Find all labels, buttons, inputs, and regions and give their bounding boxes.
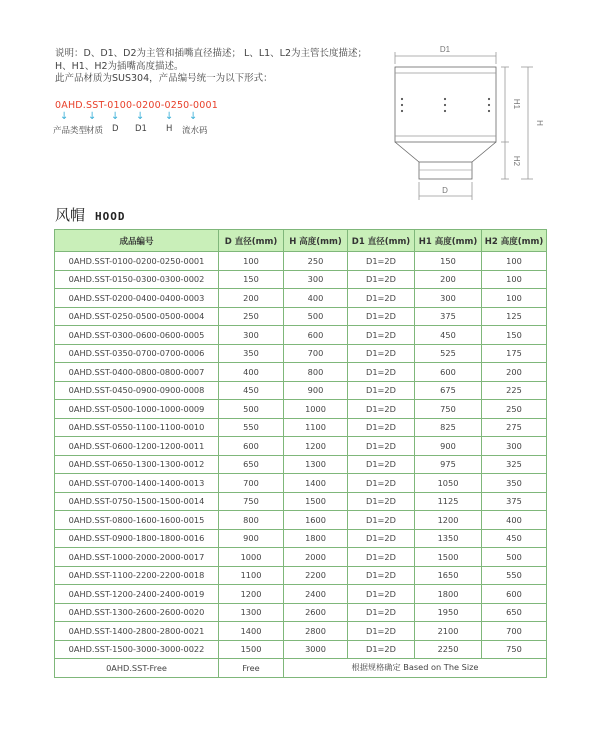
code-example: 0AHD.SST-0100-0200-0250-0001	[55, 100, 219, 111]
table-cell: 1200	[219, 585, 284, 604]
section-title-en: HOOD	[95, 210, 126, 223]
table-cell: 0AHD.SST-0550-1100-1100-0010	[55, 418, 219, 437]
table-cell: 500	[284, 307, 348, 326]
table-cell: 0AHD.SST-0500-1000-1000-0009	[55, 400, 219, 419]
table-cell: D1=2D	[348, 270, 415, 289]
table-cell: D1=2D	[348, 418, 415, 437]
table-cell: 1500	[415, 548, 482, 567]
table-cell: 325	[482, 455, 547, 474]
table-cell: 100	[482, 252, 547, 271]
table-row	[55, 400, 547, 419]
segment-label: 材质	[86, 126, 104, 136]
table-row	[55, 603, 547, 622]
table-cell: 0AHD.SST-0250-0500-0500-0004	[55, 307, 219, 326]
table-cell: 450	[482, 529, 547, 548]
table-cell: D1=2D	[348, 511, 415, 530]
segment-label: D	[112, 124, 119, 134]
table-cell: 0AHD.SST-0750-1500-1500-0014	[55, 492, 219, 511]
table-cell: 1100	[284, 418, 348, 437]
table-cell-note: 根据规格确定 Based on The Size	[284, 659, 547, 678]
table-row	[55, 270, 547, 289]
diagram-label-h: H	[535, 120, 544, 126]
table-cell: 200	[219, 289, 284, 308]
section-title-cn: 风帽	[55, 206, 86, 224]
table-cell: 550	[482, 566, 547, 585]
table-row	[55, 474, 547, 493]
table-cell: 900	[219, 529, 284, 548]
table-cell: D1=2D	[348, 640, 415, 659]
table-cell: 150	[415, 252, 482, 271]
table-cell: 975	[415, 455, 482, 474]
table-cell: 1800	[284, 529, 348, 548]
table-cell: 300	[415, 289, 482, 308]
table-cell: D1=2D	[348, 381, 415, 400]
table-cell: 1350	[415, 529, 482, 548]
table-cell: 0AHD.SST-0450-0900-0900-0008	[55, 381, 219, 400]
table-cell: 375	[482, 492, 547, 511]
table-row	[55, 640, 547, 659]
table-row	[55, 455, 547, 474]
table-cell: D1=2D	[348, 474, 415, 493]
table-cell: 700	[482, 622, 547, 641]
table-cell: 0AHD.SST-0900-1800-1800-0016	[55, 529, 219, 548]
table-cell: 0AHD.SST-1500-3000-3000-0022	[55, 640, 219, 659]
table-cell: 300	[219, 326, 284, 345]
diagram-label-d: D	[442, 186, 448, 195]
table-cell: D1=2D	[348, 548, 415, 567]
note-line-1: 说明：D、D1、D2为主管和插嘴直径描述； L、L1、L2为主管长度描述；	[55, 48, 368, 59]
table-cell: 525	[415, 344, 482, 363]
table-cell: 1500	[284, 492, 348, 511]
table-cell: 2600	[284, 603, 348, 622]
diagram-label-d1: D1	[439, 45, 451, 54]
table-cell: 500	[482, 548, 547, 567]
table-cell: 1500	[219, 640, 284, 659]
table-cell: 650	[219, 455, 284, 474]
table-row	[55, 418, 547, 437]
code-segment-labels	[55, 124, 215, 136]
table-cell: 1100	[219, 566, 284, 585]
table-cell: 0AHD.SST-Free	[55, 659, 219, 678]
table-cell: 0AHD.SST-0300-0600-0600-0005	[55, 326, 219, 345]
table-cell: 250	[482, 400, 547, 419]
table-cell: 0AHD.SST-0100-0200-0250-0001	[55, 252, 219, 271]
table-cell: Free	[219, 659, 284, 678]
table-cell: 1000	[284, 400, 348, 419]
table-cell: 0AHD.SST-1100-2200-2200-0018	[55, 566, 219, 585]
table-cell: 2000	[284, 548, 348, 567]
table-row	[55, 511, 547, 530]
table-cell: D1=2D	[348, 437, 415, 456]
table-cell: D1=2D	[348, 289, 415, 308]
table-cell: 3000	[284, 640, 348, 659]
table-cell: 200	[415, 270, 482, 289]
table-cell: 650	[482, 603, 547, 622]
table-row	[55, 363, 547, 382]
table-row	[55, 566, 547, 585]
table-cell: 250	[284, 252, 348, 271]
table-cell: 0AHD.SST-0800-1600-1600-0015	[55, 511, 219, 530]
segment-label: H	[166, 124, 173, 134]
table-cell: 400	[284, 289, 348, 308]
table-cell: 1125	[415, 492, 482, 511]
table-row	[55, 548, 547, 567]
diagram-label-h2: H2	[512, 155, 521, 167]
table-cell: 0AHD.SST-0650-1300-1300-0012	[55, 455, 219, 474]
col-header-code: 成品编号	[55, 230, 219, 252]
col-header-d1: D1 直径(mm)	[348, 230, 415, 252]
col-header-d: D 直径(mm)	[219, 230, 284, 252]
table-cell: 600	[415, 363, 482, 382]
segment-label: 产品类型	[53, 126, 88, 136]
table-cell: 100	[219, 252, 284, 271]
arrow-down-icon: ↓	[165, 111, 174, 122]
table-cell: 1400	[284, 474, 348, 493]
table-cell: 1050	[415, 474, 482, 493]
table-row	[55, 585, 547, 604]
table-cell: 2200	[284, 566, 348, 585]
table-cell: 1400	[219, 622, 284, 641]
table-header-row	[55, 230, 547, 252]
table-cell: 450	[219, 381, 284, 400]
table-cell: D1=2D	[348, 363, 415, 382]
table-cell: 0AHD.SST-1200-2400-2400-0019	[55, 585, 219, 604]
table-cell: 0AHD.SST-0600-1200-1200-0011	[55, 437, 219, 456]
table-cell: 1950	[415, 603, 482, 622]
table-cell: D1=2D	[348, 326, 415, 345]
arrow-down-icon: ↓	[136, 111, 145, 122]
section-title	[55, 204, 126, 225]
table-cell: D1=2D	[348, 529, 415, 548]
table-cell: 500	[219, 400, 284, 419]
table-cell: 800	[284, 363, 348, 382]
table-cell: 2250	[415, 640, 482, 659]
table-cell: 0AHD.SST-0150-0300-0300-0002	[55, 270, 219, 289]
table-cell: 2800	[284, 622, 348, 641]
table-cell: 0AHD.SST-1400-2800-2800-0021	[55, 622, 219, 641]
table-cell: D1=2D	[348, 400, 415, 419]
table-row	[55, 252, 547, 271]
table-cell: 0AHD.SST-1000-2000-2000-0017	[55, 548, 219, 567]
table-cell: 125	[482, 307, 547, 326]
table-cell: 550	[219, 418, 284, 437]
table-cell: 800	[219, 511, 284, 530]
table-row	[55, 326, 547, 345]
note-line-2: H、H1、H2为插嘴高度描述。	[55, 60, 184, 72]
table-cell: 300	[284, 270, 348, 289]
arrow-down-icon: ↓	[88, 111, 97, 122]
arrow-down-icon: ↓	[189, 111, 198, 122]
table-cell: 2100	[415, 622, 482, 641]
table-cell: 900	[284, 381, 348, 400]
table-cell: 1300	[219, 603, 284, 622]
table-cell: 0AHD.SST-0350-0700-0700-0006	[55, 344, 219, 363]
col-header-h: H 高度(mm)	[284, 230, 348, 252]
description-notes	[55, 48, 367, 86]
table-cell: D1=2D	[348, 492, 415, 511]
table-cell: 2400	[284, 585, 348, 604]
table-cell: D1=2D	[348, 252, 415, 271]
table-row	[55, 344, 547, 363]
table-cell: 675	[415, 381, 482, 400]
table-cell: 0AHD.SST-1300-2600-2600-0020	[55, 603, 219, 622]
table-cell: D1=2D	[348, 585, 415, 604]
table-cell: 600	[284, 326, 348, 345]
table-cell: D1=2D	[348, 603, 415, 622]
arrow-down-icon: ↓	[111, 111, 120, 122]
table-cell: 150	[219, 270, 284, 289]
table-cell: 350	[482, 474, 547, 493]
table-cell: 0AHD.SST-0400-0800-0800-0007	[55, 363, 219, 382]
table-cell: 700	[284, 344, 348, 363]
table-cell: 300	[482, 437, 547, 456]
table-cell: D1=2D	[348, 566, 415, 585]
table-cell: 600	[482, 585, 547, 604]
table-cell: 175	[482, 344, 547, 363]
table-row	[55, 622, 547, 641]
table-cell: D1=2D	[348, 344, 415, 363]
table-cell: 225	[482, 381, 547, 400]
segment-label: 流水码	[182, 126, 208, 136]
table-cell: 1200	[284, 437, 348, 456]
table-cell: 275	[482, 418, 547, 437]
table-row-free	[55, 659, 547, 678]
table-cell: 1000	[219, 548, 284, 567]
table-row	[55, 307, 547, 326]
table-cell: 1800	[415, 585, 482, 604]
arrow-down-icon: ↓	[60, 111, 69, 122]
table-cell: 250	[219, 307, 284, 326]
table-cell: 350	[219, 344, 284, 363]
col-header-h1: H1 高度(mm)	[415, 230, 482, 252]
table-cell: 450	[415, 326, 482, 345]
table-cell: 900	[415, 437, 482, 456]
table-cell: D1=2D	[348, 307, 415, 326]
table-cell: 400	[482, 511, 547, 530]
segment-label: D1	[135, 124, 147, 134]
table-cell: 375	[415, 307, 482, 326]
table-cell: 100	[482, 270, 547, 289]
note-line-3: 此产品材质为SUS304，产品编号统一为以下形式：	[55, 73, 273, 84]
table-cell: D1=2D	[348, 622, 415, 641]
table-cell: 400	[219, 363, 284, 382]
diagram-label-h1: H1	[512, 98, 521, 110]
col-header-h2: H2 高度(mm)	[482, 230, 547, 252]
table-row	[55, 289, 547, 308]
table-cell: 150	[482, 326, 547, 345]
table-cell: 750	[482, 640, 547, 659]
table-cell: 700	[219, 474, 284, 493]
spec-table	[54, 229, 547, 678]
table-cell: 0AHD.SST-0700-1400-1400-0013	[55, 474, 219, 493]
table-cell: 600	[219, 437, 284, 456]
table-row	[55, 437, 547, 456]
table-row	[55, 492, 547, 511]
code-arrows	[55, 111, 215, 125]
hood-diagram	[383, 40, 553, 210]
table-cell: D1=2D	[348, 455, 415, 474]
table-row	[55, 529, 547, 548]
table-row	[55, 381, 547, 400]
table-cell: 1200	[415, 511, 482, 530]
table-cell: 100	[482, 289, 547, 308]
table-cell: 750	[415, 400, 482, 419]
table-cell: 1600	[284, 511, 348, 530]
table-cell: 0AHD.SST-0200-0400-0400-0003	[55, 289, 219, 308]
table-cell: 1650	[415, 566, 482, 585]
table-cell: 825	[415, 418, 482, 437]
table-cell: 200	[482, 363, 547, 382]
table-cell: 1300	[284, 455, 348, 474]
table-cell: 750	[219, 492, 284, 511]
